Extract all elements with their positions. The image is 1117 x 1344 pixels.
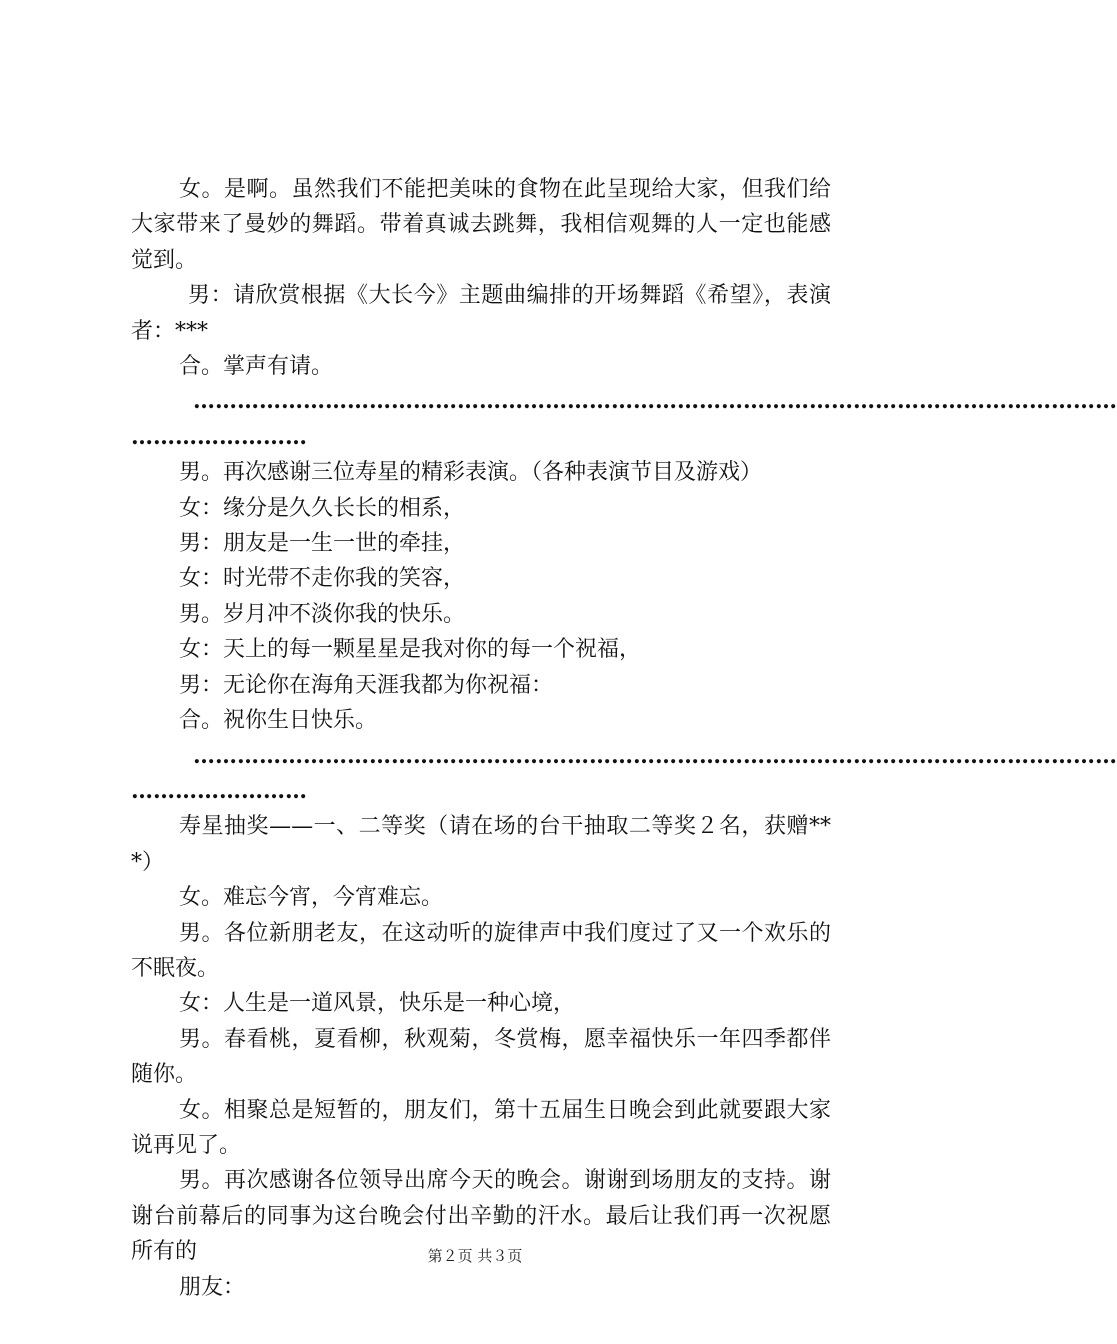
paragraph-male-new-old-friends: 男。各位新朋老友，在这动听的旋律声中我们度过了又一个欢乐的不眠夜。 xyxy=(131,920,831,981)
separator-line-2: …………………… xyxy=(131,423,307,450)
separator-line-1: ……………………………………………………………………………………………………………… xyxy=(193,388,1117,415)
paragraph-male-friends: 男：朋友是一生一世的牵挂， xyxy=(179,531,466,557)
paragraph-female-stars: 女：天上的每一颗星星是我对你的每一个祝福， xyxy=(179,637,642,663)
paragraph-male-blessing: 男：无论你在海角天涯我都为你祝福： xyxy=(179,672,554,698)
paragraph-male-final-thanks: 男。再次感谢各位领导出席今天的晚会。谢谢到场朋友的支持。谢谢台前幕后的同事为这台晚会付出辛勤的汗水。最后让我们再一次祝愿所有的 xyxy=(131,1168,831,1265)
paragraph-male-years: 男。岁月冲不淡你我的快乐。 xyxy=(179,601,466,627)
paragraph-together-applause: 合。掌声有请。 xyxy=(179,354,334,380)
document-body xyxy=(131,172,1117,1305)
paragraph-female-goodbye: 女。相聚总是短暂的，朋友们，第十五届生日晚会到此就要跟大家说再见了。 xyxy=(131,1097,831,1158)
paragraph-together-birthday: 合。祝你生日快乐。 xyxy=(179,708,378,734)
paragraph-female-unforgettable: 女。难忘今宵，今宵难忘。 xyxy=(179,885,444,911)
paragraph-friends: 朋友： xyxy=(179,1274,246,1300)
paragraph-female-time: 女：时光带不走你我的笑容， xyxy=(179,566,466,592)
dotted-separator xyxy=(131,739,1117,810)
paragraph-female-life: 女：人生是一道风景，快乐是一种心境， xyxy=(179,991,576,1017)
separator-line-2: …………………… xyxy=(131,777,307,804)
page-footer: 第２页 共３页 xyxy=(427,1247,523,1265)
paragraph-female-fate: 女：缘分是久久长长的相系， xyxy=(179,495,466,521)
paragraph-male-dance-intro: 男：请欣赏根据《大长今》主题曲编排的开场舞蹈《希望》，表演者：*** xyxy=(131,283,831,344)
separator-line-1: ……………………………………………………………………………………………………………… xyxy=(193,742,1117,769)
paragraph-lottery: 寿星抽奖——一、二等奖（请在场的台干抽取二等奖２名，获赠***） xyxy=(131,814,831,875)
paragraph-male-seasons: 男。春看桃，夏看柳，秋观菊，冬赏梅，愿幸福快乐一年四季都伴随你。 xyxy=(131,1026,831,1088)
paragraph-female-food: 女。是啊。虽然我们不能把美味的食物在此呈现给大家，但我们给大家带来了曼妙的舞蹈。带着真诚去跳舞，我相信观舞的人一定也能感觉到。 xyxy=(131,177,831,273)
paragraph-male-thanks-stars: 男。再次感谢三位寿星的精彩表演。（各种表演节目及游戏） xyxy=(179,460,763,486)
dotted-separator xyxy=(131,384,1117,455)
